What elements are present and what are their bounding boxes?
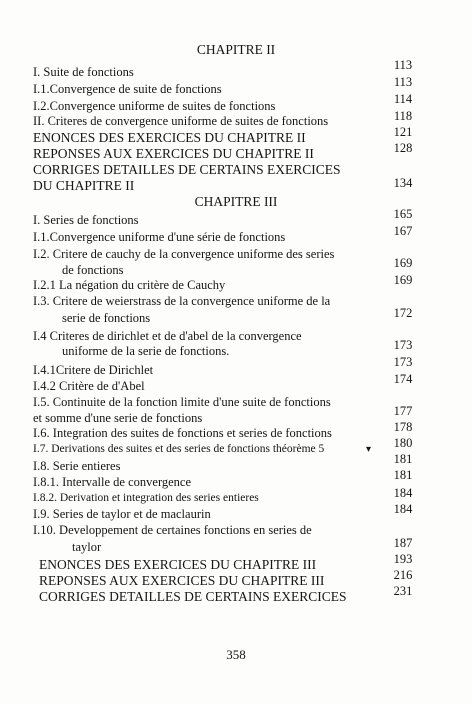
toc-entry-title: II. Criteres de convergence uniforme de suites de fonctions	[33, 114, 329, 128]
toc-entry-page: 193	[393, 552, 413, 566]
toc-entry-title: ENONCES DES EXERCICES DU CHAPITRE II	[33, 130, 306, 145]
toc-entry-title: I.9. Series de taylor et de maclaurin	[33, 507, 211, 521]
toc-entry-page: 114	[393, 92, 413, 106]
toc-entry-title-line2: taylor	[72, 540, 102, 554]
toc-entry-title: CORRIGES DETAILLES DE CERTAINS EXERCICES	[39, 589, 347, 604]
page-number: 358	[226, 647, 246, 662]
toc-entry-page: 169	[393, 256, 413, 270]
toc-entry-page: 184	[393, 502, 413, 516]
toc-entry-title: CORRIGES DETAILLES DE CERTAINS EXERCICES	[33, 162, 341, 177]
toc-entry-page: 128	[393, 141, 413, 155]
toc-entry-title: I.10. Developpement de certaines fonctions en series de	[33, 523, 312, 537]
toc-entry-page: 169	[393, 273, 413, 287]
toc-entry-page: 165	[393, 207, 413, 221]
toc-entry-title: I. Series de fonctions	[33, 213, 139, 227]
toc-entry-page: 174	[393, 372, 413, 386]
toc-entry-page: 184	[393, 486, 413, 500]
toc-entry-title-line2: DU CHAPITRE II	[33, 178, 135, 193]
toc-entry-page: 118	[393, 109, 413, 123]
toc-entry-page: 113	[393, 75, 413, 89]
toc-entry-title: I.8.1. Intervalle de convergence	[33, 475, 192, 489]
toc-entry-title-line2: serie de fonctions	[62, 311, 151, 325]
toc-entry-page: 173	[393, 355, 413, 369]
toc-entry-title: REPONSES AUX EXERCICES DU CHAPITRE II	[33, 146, 314, 161]
toc-entry-page: 172	[393, 306, 413, 320]
bullet-mark-icon: ▾	[366, 444, 372, 455]
toc-entry-title: I.4.2 Critère de d'Abel	[33, 379, 145, 393]
toc-entry-title: I.4.1Critere de Dirichlet	[33, 363, 154, 377]
toc-entry-page: 181	[393, 468, 413, 482]
toc-entry-page: 134	[393, 176, 413, 190]
toc-entry-title-line2: et somme d'une serie de fonctions	[33, 411, 203, 425]
toc-entry-page: 177	[393, 404, 413, 418]
toc-entry-title: I.6. Integration des suites de fonctions et series de fonctions	[33, 426, 332, 440]
toc-entry-title: I.2. Critere de cauchy de la convergence uniforme des series	[33, 247, 335, 261]
toc-entry-page: 231	[393, 584, 413, 598]
toc-entry-title: I. Suite de fonctions	[33, 65, 134, 79]
toc-entry-page: 216	[393, 568, 413, 582]
chapter-2-heading: CHAPITRE II	[196, 42, 276, 57]
toc-entry-title: I.5. Continuite de la fonction limite d'une suite de fonctions	[33, 395, 331, 409]
toc-entry-title: I.7. Derivations des suites et des series de fonctions théorème 5	[33, 443, 325, 455]
toc-entry-title: ENONCES DES EXERCICES DU CHAPITRE III	[39, 557, 317, 572]
chapter-3-heading: CHAPITRE III	[194, 194, 278, 209]
toc-entry-page: 167	[393, 224, 413, 238]
toc-entry-title: REPONSES AUX EXERCICES DU CHAPITRE III	[39, 573, 325, 588]
toc-entry-title: I.1.Convergence de suite de fonctions	[33, 82, 222, 96]
toc-entry-page: 178	[393, 420, 413, 434]
toc-entry-title: I.3. Critere de weierstrass de la convergence uniforme de la	[33, 294, 331, 308]
toc-entry-title: I.2.1 La négation du critère de Cauchy	[33, 278, 226, 292]
toc-entry-page: 113	[393, 58, 413, 72]
toc-entry-title: I.1.Convergence uniforme d'une série de fonctions	[33, 230, 286, 244]
toc-entry-title: I.4 Criteres de dirichlet et de d'abel de la convergence	[33, 329, 302, 343]
toc-entry-page: 173	[393, 338, 413, 352]
toc-entry-title: I.2.Convergence uniforme de suites de fonctions	[33, 99, 276, 113]
toc-entry-page: 121	[393, 125, 413, 139]
toc-entry-title: I.8. Serie entieres	[33, 459, 121, 473]
toc-entry-page: 180	[393, 436, 413, 450]
toc-entry-page: 187	[393, 536, 413, 550]
toc-entry-title-line2: uniforme de la serie de fonctions.	[62, 344, 230, 358]
toc-entry-page: 181	[393, 452, 413, 466]
toc-entry-title-line2: de fonctions	[62, 263, 124, 277]
toc-entry-title: I.8.2. Derivation et integration des series entieres	[33, 492, 259, 504]
